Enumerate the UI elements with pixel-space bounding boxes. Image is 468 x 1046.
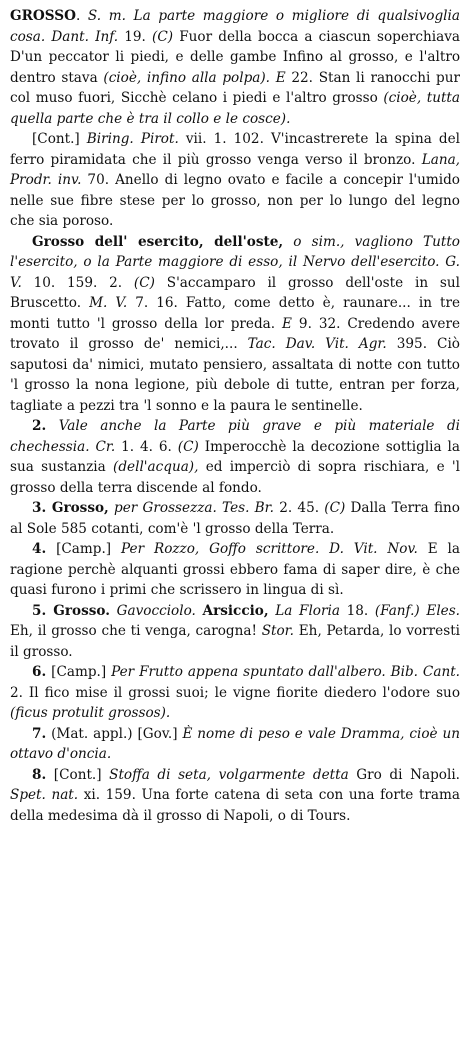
italic-text: E bbox=[282, 315, 292, 332]
italic-text: Stor. bbox=[261, 623, 295, 639]
italic-text: La Floria bbox=[275, 602, 340, 619]
body-text: [Cont.] bbox=[32, 131, 87, 147]
body-text: Eh, il grosso che ti venga, carogna! bbox=[10, 623, 262, 639]
italic-text: È nome di peso e vale Dramma, cioè un ottavo d'oncia. bbox=[10, 725, 461, 762]
body-text: 7. 16. Fatto, come detto è, raunare... in tre monti tutto 'l grosso della lor preda. bbox=[10, 295, 460, 332]
body-text: 10. 159. 2. bbox=[21, 274, 134, 291]
body-text: Eh, Petarda, lo vorresti il grosso. bbox=[10, 623, 461, 660]
italic-text: (cioè, tutta quella parte che è tra il collo e le cosce). bbox=[10, 90, 460, 127]
sense-paragraph bbox=[10, 6, 460, 129]
body-text: 2. Il fico mise il grossi suoi; le vigne fiorite diedero l'odore suo bbox=[10, 684, 460, 701]
sense-paragraph bbox=[10, 498, 460, 539]
body-text: 1. 4. 6. bbox=[115, 438, 178, 455]
body-text: . bbox=[75, 8, 88, 24]
italic-text: S. m. La parte maggiore o migliore di qualsivoglia cosa. Dant. Inf. bbox=[10, 8, 460, 45]
italic-text: (dell'acqua), bbox=[113, 459, 199, 475]
bold-text: 7. bbox=[32, 725, 47, 742]
dictionary-entry bbox=[10, 6, 460, 826]
body-text: 22. Stan li ranocchi pur col muso fuori, Sicchè celano i piedi e l'altro grosso bbox=[10, 69, 460, 106]
sense-paragraph bbox=[10, 539, 460, 601]
sense-paragraph bbox=[10, 662, 460, 724]
body-text: Imperocchè la decozione sottiglia la sua sustanzia bbox=[10, 438, 460, 475]
italic-text: o sim., vagliono Tutto l'esercito, o la Parte maggiore di esso, il Nervo dell'esercito. G. V. bbox=[10, 233, 460, 291]
italic-text: (C) bbox=[324, 500, 346, 516]
body-text: 70. Anello di legno ovato e facile a concepir l'umido nelle sue fibre stese per lo grosso, non per lo lungo del legno che sia poroso. bbox=[10, 172, 460, 229]
body-text: 18. bbox=[339, 602, 375, 619]
bold-text: GROSSO bbox=[10, 8, 76, 24]
italic-text: Biring. Pirot. bbox=[86, 131, 179, 147]
bold-text: 8. bbox=[32, 766, 47, 783]
italic-text: (C) bbox=[152, 28, 174, 45]
italic-text: Spet. nat. bbox=[10, 787, 79, 803]
sense-paragraph bbox=[10, 416, 460, 498]
italic-text: Per Rozzo, Goffo scrittore. D. Vit. Nov. bbox=[121, 541, 418, 557]
italic-text: Lana, Prodr. inv. bbox=[10, 151, 460, 188]
body-text: 19. bbox=[118, 28, 153, 45]
body-text: Fuor della bocca a ciascun soperchiava D'un peccator li piedi, e delle gambe Infino al grosso, e l'altro dentro stava bbox=[10, 28, 460, 86]
bold-text: 2. bbox=[32, 418, 47, 434]
body-text: E la ragione perchè alquanti grossi ebbero fama di saper dire, è che quasi furono i primi che scrissero in lingua di sì. bbox=[10, 541, 460, 598]
body-text bbox=[110, 603, 117, 619]
body-text bbox=[196, 603, 203, 619]
italic-text: (ficus protulit grossos). bbox=[10, 705, 171, 721]
sense-paragraph bbox=[10, 232, 460, 417]
bold-text: 5. Grosso. bbox=[32, 602, 110, 619]
body-text: vii. 1. 102. V'incastrerete la spina del ferro piramidata che il più grosso venga verso il bronzo. bbox=[10, 131, 460, 168]
body-text: Dalla Terra fino al Sole 585 cotanti, com'è 'l grosso della Terra. bbox=[10, 500, 460, 537]
italic-text: Tac. Dav. Vit. Agr. bbox=[247, 336, 387, 352]
italic-text: M. V. bbox=[89, 295, 128, 311]
italic-text: Vale anche la Parte più grave e più materiale di chechessia. Cr. bbox=[10, 418, 460, 455]
italic-text: (cioè, infino alla polpa). bbox=[103, 69, 271, 86]
body-text: S'accamparo il grosso dell'oste in sul Bruscetto. bbox=[10, 274, 460, 311]
body-text bbox=[46, 418, 58, 434]
body-text bbox=[283, 234, 293, 250]
sense-paragraph bbox=[10, 601, 460, 663]
italic-text: Gavocciolo. bbox=[116, 602, 196, 619]
sense-paragraph bbox=[10, 129, 460, 232]
italic-text: E bbox=[275, 69, 286, 86]
bold-text: 6. bbox=[32, 664, 47, 680]
body-text: Gro di Napoli. bbox=[348, 766, 460, 783]
body-text: [Cont.] bbox=[46, 766, 110, 783]
body-text: 395. Ciò saputosi da' nimici, mutato pensiero, assaltata di notte con tutto 'l grosso la nona legione, più debole di tutte, entran per forza, tagliate a pezzi tra 'l sonno e la paura le sentinelle. bbox=[10, 336, 460, 414]
italic-text: Per Frutto appena spuntato dall'albero. Bib. Cant. bbox=[111, 664, 460, 680]
body-text: xi. 159. Una forte catena di seta con una forte trama della medesima dà il grosso di Napoli, o di Tours. bbox=[10, 787, 460, 824]
body-text: 9. 32. Credendo avere trovato il grosso de' nemici,... bbox=[10, 315, 460, 352]
body-text: [Camp.] bbox=[46, 541, 122, 557]
bold-text: Arsiccio, bbox=[202, 602, 269, 619]
bold-text: 4. bbox=[32, 541, 47, 557]
bold-text: Grosso dell' esercito, dell'oste, bbox=[32, 233, 284, 250]
body-text: [Camp.] bbox=[46, 664, 112, 680]
italic-text: (Fanf.) Eles. bbox=[374, 602, 461, 619]
italic-text: per Grossezza. Tes. Br. bbox=[114, 500, 274, 516]
italic-text: Stoffa di seta, volgarmente detta bbox=[109, 766, 349, 783]
sense-paragraph bbox=[10, 724, 460, 765]
body-text: 2. 45. bbox=[273, 500, 325, 516]
body-text: ed imperciò di sopra rischiara, e 'l grosso della terra discende al fondo. bbox=[10, 459, 460, 496]
italic-text: (C) bbox=[177, 438, 199, 455]
body-text: (Mat. appl.) [Gov.] bbox=[46, 725, 183, 742]
sense-paragraph bbox=[10, 765, 460, 827]
italic-text: (C) bbox=[133, 274, 155, 291]
bold-text: 3. Grosso, bbox=[32, 500, 109, 516]
